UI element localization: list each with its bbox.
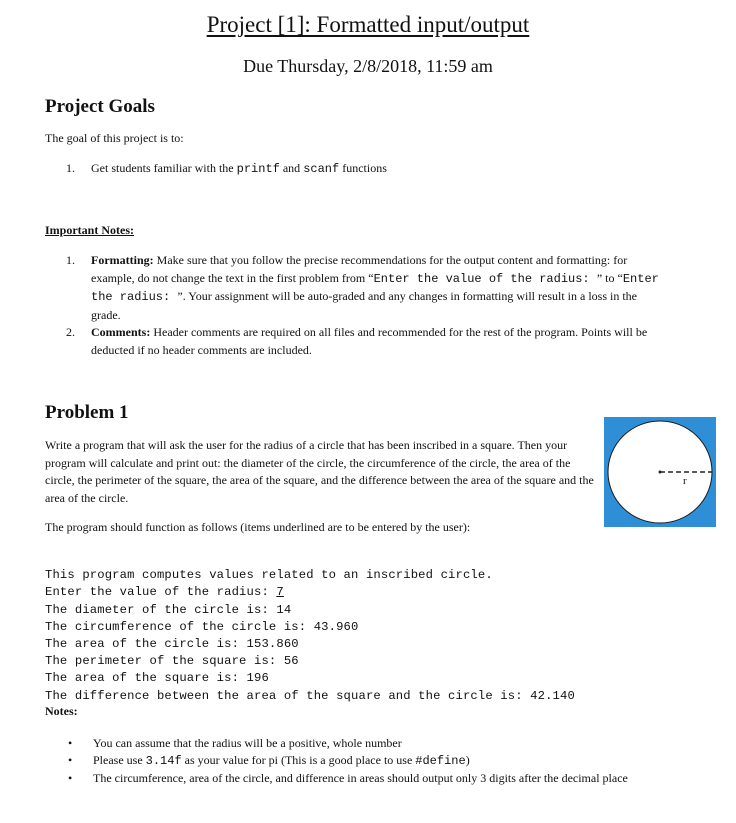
goal-item: 1. Get students familiar with the printf and scanf functions: [66, 161, 387, 176]
output-line: The area of the circle is: 153.860: [45, 637, 299, 652]
output-line: The difference between the area of the square and the circle is: 42.140: [45, 688, 575, 703]
problem-1-description: Write a program that will ask the user for the radius of a circle that has been inscribed in a square. Then your program will calculate and print out: the diameter of the circle, the circumference of the circle, the area of the circle, the perimeter of the square, the area of the square, and the difference between the area of the square and the area of the circle.: [45, 438, 594, 505]
inscribed-circle-diagram: [604, 417, 716, 527]
important-notes-heading: Important Notes:: [45, 223, 134, 237]
output-line: The perimeter of the square is: 56: [45, 654, 299, 669]
list-item: • You can assume that the radius will be a positive, whole number: [68, 736, 402, 750]
goals-intro: The goal of this project is to:: [45, 131, 184, 145]
goals-list: [45, 160, 685, 179]
function-note: The program should function as follows (items underlined are to be entered by the user):: [45, 520, 471, 534]
project-goals-heading: Project Goals: [45, 96, 155, 117]
output-line: Enter the value of the radius: 7: [45, 585, 284, 600]
output-line: The diameter of the circle is: 14: [45, 602, 292, 617]
output-line: The area of the square is: 196: [45, 671, 269, 686]
output-line: The circumference of the circle is: 43.960: [45, 619, 359, 634]
due-date: Due Thursday, 2/8/2018, 11:59 am: [243, 56, 493, 76]
notes-heading: Notes:: [45, 704, 78, 718]
sample-output: [45, 550, 575, 722]
output-line: This program computes values related to an inscribed circle.: [45, 568, 493, 583]
document-title: Project [1]: Formatted input/output: [206, 12, 530, 37]
note-comments: 2. Comments: Header comments are required on all files and recommended for the rest of the program. Points will be deducted if no header comments are included.: [66, 325, 648, 357]
user-input-radius: 7: [276, 585, 284, 600]
center-point: [659, 471, 662, 474]
radius-label: r: [683, 475, 687, 487]
problem-1-heading: Problem 1: [45, 402, 129, 423]
important-notes-list: [45, 252, 665, 359]
list-item: • The circumference, area of the circle, and difference in areas should output only 3 digits after the decimal place: [68, 771, 628, 785]
note-formatting: 1. Formatting: Make sure that you follow the precise recommendations for the output content and formatting: for example, do not change the text in the first problem from “Enter the value of the radius: ” to “Enter the radius: ”. Your assignment will be auto-graded and any changes in formatting will result in a loss in the grade.: [66, 253, 659, 322]
list-item: • Please use 3.14f as your value for pi (This is a good place to use #define): [68, 753, 470, 768]
notes-list: [45, 735, 665, 787]
inscribed-circle-figure: [604, 417, 716, 527]
